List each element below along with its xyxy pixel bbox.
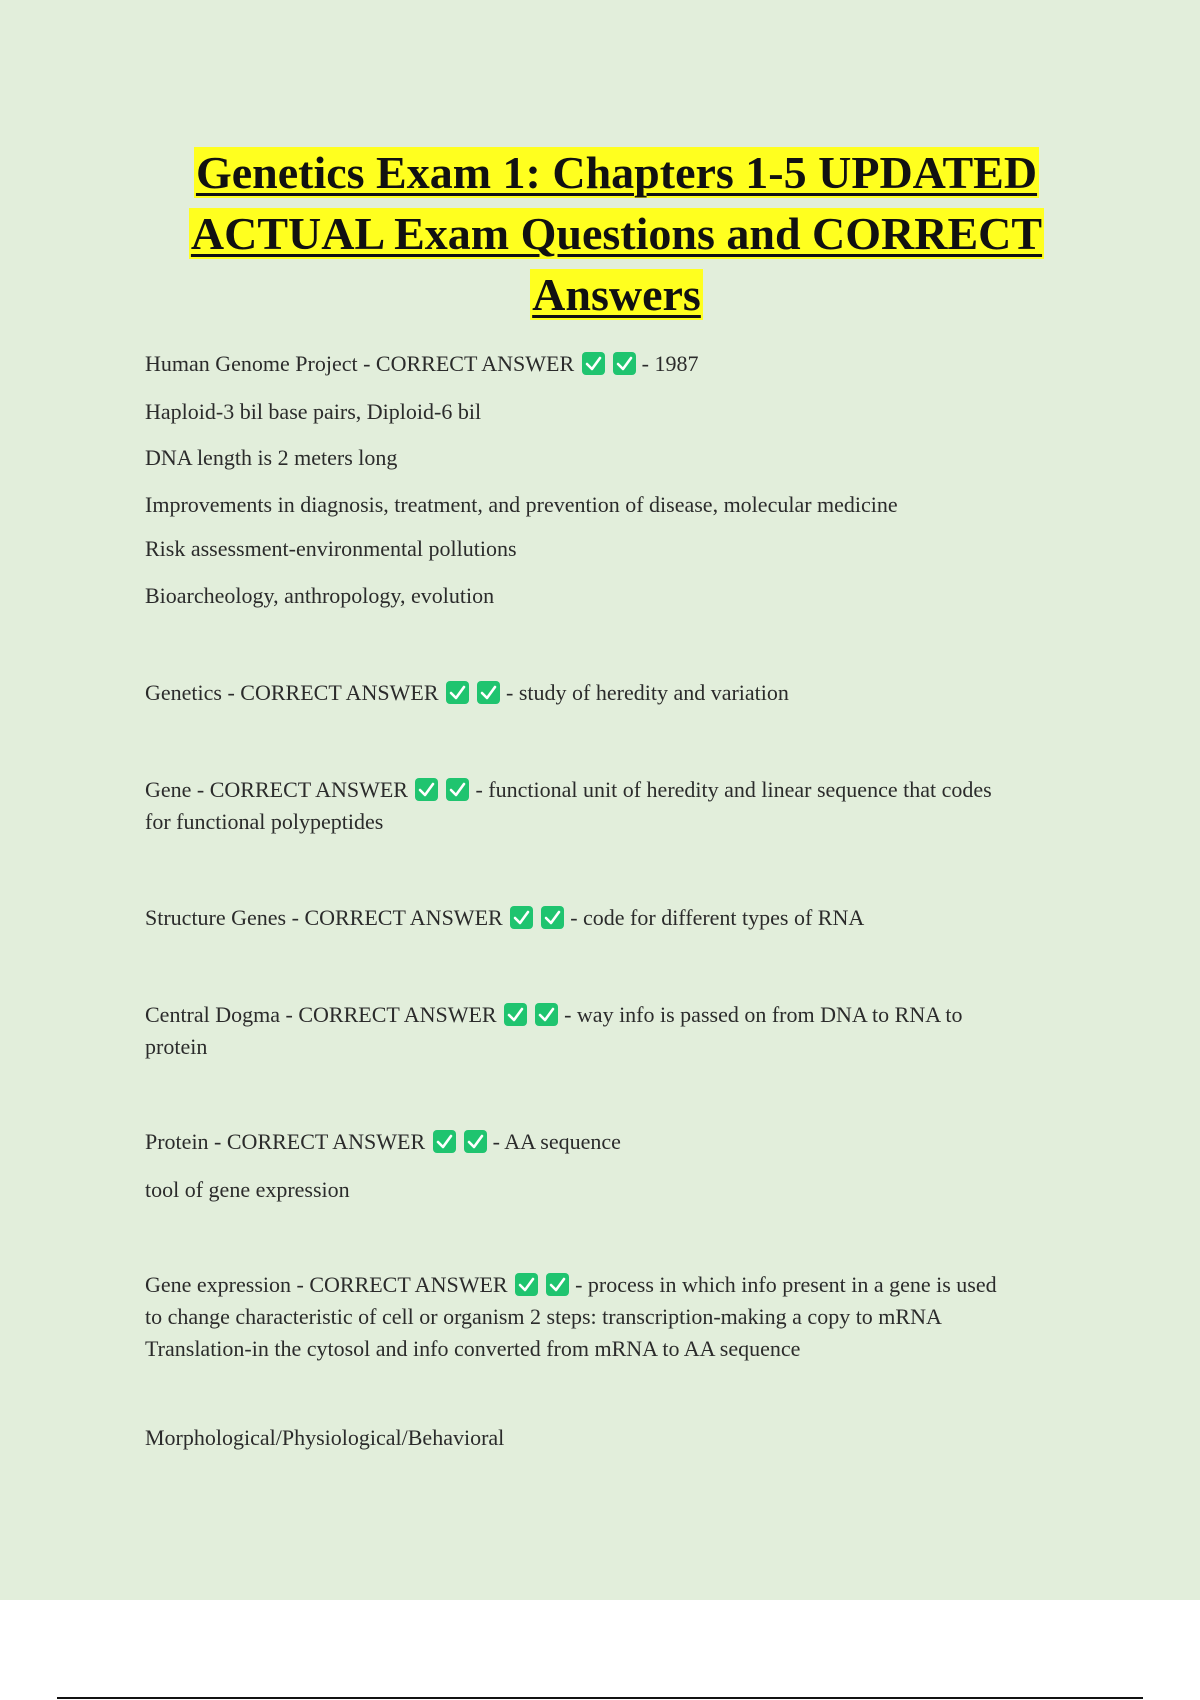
entry-answer: - way info is passed on from DNA to RNA to: [564, 1002, 963, 1027]
checkmark-icon: [504, 1003, 527, 1026]
entry-answer: - study of heredity and variation: [506, 680, 789, 705]
qa-entry-structure-genes: [145, 902, 1085, 934]
entry-answer-continued: for functional polypeptides: [145, 809, 384, 834]
entry-term: Gene - CORRECT ANSWER: [145, 777, 408, 802]
entry-answer: - AA sequence: [492, 1129, 621, 1154]
note-line: Haploid-3 bil base pairs, Diploid-6 bil: [145, 399, 482, 424]
checkmark-icon: [515, 1273, 538, 1296]
entry-term: Structure Genes - CORRECT ANSWER: [145, 905, 503, 930]
entry-term: Central Dogma - CORRECT ANSWER: [145, 1002, 497, 1027]
entry-answer-continued: protein: [145, 1034, 208, 1059]
checkmark-icon: [477, 681, 500, 704]
note-line: Risk assessment-environmental pollutions: [145, 536, 517, 561]
entry-term: Human Genome Project - CORRECT ANSWER: [145, 351, 575, 376]
entry-answer: - process in which info present in a gene is used: [575, 1272, 997, 1297]
qa-entry-central-dogma: [145, 999, 1085, 1063]
entry-answer: - 1987: [641, 351, 699, 376]
entry-term: Protein - CORRECT ANSWER: [145, 1129, 426, 1154]
qa-entry-gene: [145, 774, 1085, 838]
qa-entry-human-genome-project: [145, 348, 1085, 380]
entry-term: Genetics - CORRECT ANSWER: [145, 680, 439, 705]
qa-entry-gene-expression: [145, 1269, 1085, 1365]
footer-divider: [57, 1697, 1143, 1699]
entry-term: Gene expression - CORRECT ANSWER: [145, 1272, 508, 1297]
entry-answer: - functional unit of heredity and linear sequence that codes: [475, 777, 992, 802]
checkmark-icon: [535, 1003, 558, 1026]
entry-answer-continued: to change characteristic of cell or organism 2 steps: transcription-making a copy to mRNA: [145, 1304, 942, 1329]
checkmark-icon: [546, 1273, 569, 1296]
note-line: Bioarcheology, anthropology, evolution: [145, 583, 495, 608]
checkmark-icon: [582, 352, 605, 375]
checkmark-icon: [541, 906, 564, 929]
note-line: DNA length is 2 meters long: [145, 445, 398, 470]
checkmark-icon: [433, 1130, 456, 1153]
checkmark-icon: [446, 681, 469, 704]
title-line-1: Genetics Exam 1: Chapters 1-5 UPDATED: [195, 147, 1038, 198]
note-line: Morphological/Physiological/Behavioral: [145, 1425, 505, 1450]
title-line-2: ACTUAL Exam Questions and CORRECT: [190, 208, 1043, 259]
note-line: Improvements in diagnosis, treatment, and prevention of disease, molecular medicine: [145, 492, 898, 517]
document-title: [60, 142, 1173, 325]
qa-entry-protein: [145, 1126, 1085, 1158]
checkmark-icon: [464, 1130, 487, 1153]
checkmark-icon: [510, 906, 533, 929]
qa-entry-genetics: [145, 677, 1085, 709]
checkmark-icon: [613, 352, 636, 375]
entry-answer-continued: Translation-in the cytosol and info converted from mRNA to AA sequence: [145, 1336, 801, 1361]
checkmark-icon: [446, 778, 469, 801]
checkmark-icon: [415, 778, 438, 801]
entry-answer: - code for different types of RNA: [570, 905, 865, 930]
note-line: tool of gene expression: [145, 1177, 350, 1202]
title-line-3: Answers: [532, 269, 701, 320]
